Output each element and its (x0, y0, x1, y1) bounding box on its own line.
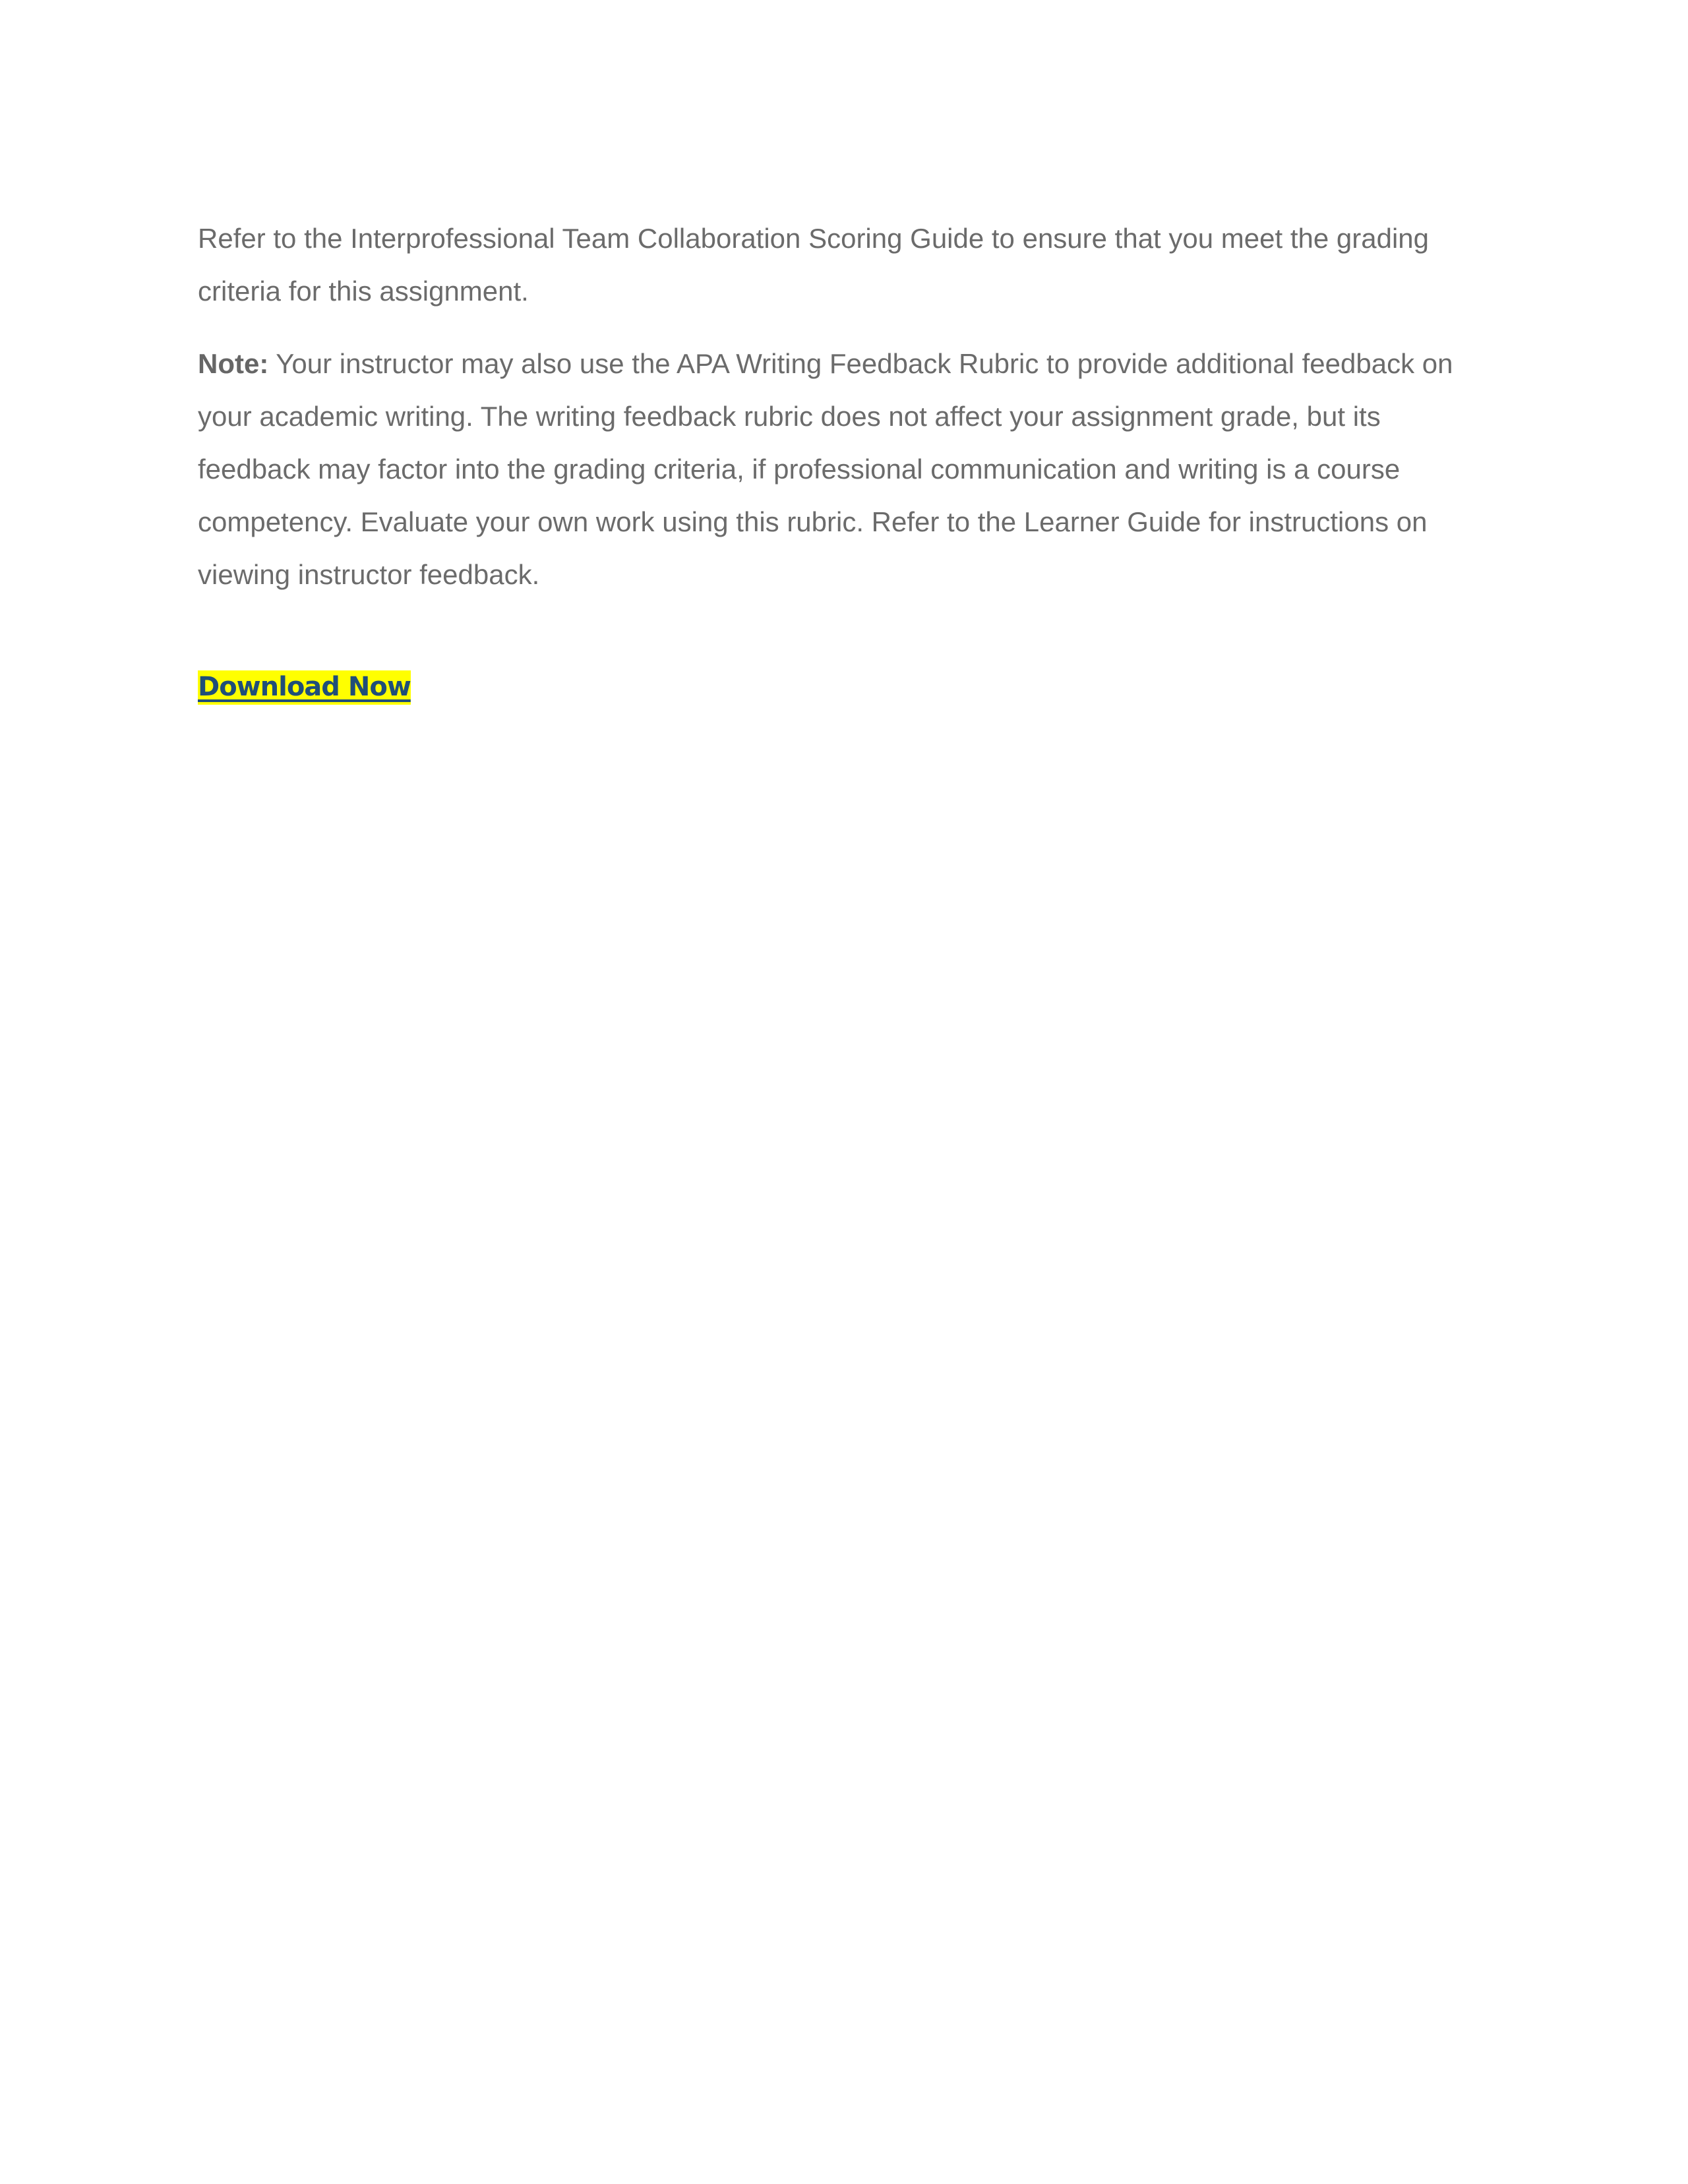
note-label: Note: (198, 348, 269, 379)
download-now-link[interactable]: Download Now (198, 670, 411, 705)
note-paragraph (198, 338, 1490, 601)
download-section (198, 667, 1490, 713)
document-body (198, 212, 1490, 713)
scoring-guide-paragraph: Refer to the Interprofessional Team Collaboration Scoring Guide to ensure that you meet the grading criteria for this assignment. (198, 223, 1429, 307)
note-text: Your instructor may also use the APA Writing Feedback Rubric to provide additional feedback on your academic writing. The writing feedback rubric does not affect your assignment grade, but its feedback may factor into the grading criteria, if professional communication and writing is a course competency. Evaluate your own work using this rubric. Refer to the Learner Guide for instructions on viewing instructor feedback. (198, 348, 1453, 590)
